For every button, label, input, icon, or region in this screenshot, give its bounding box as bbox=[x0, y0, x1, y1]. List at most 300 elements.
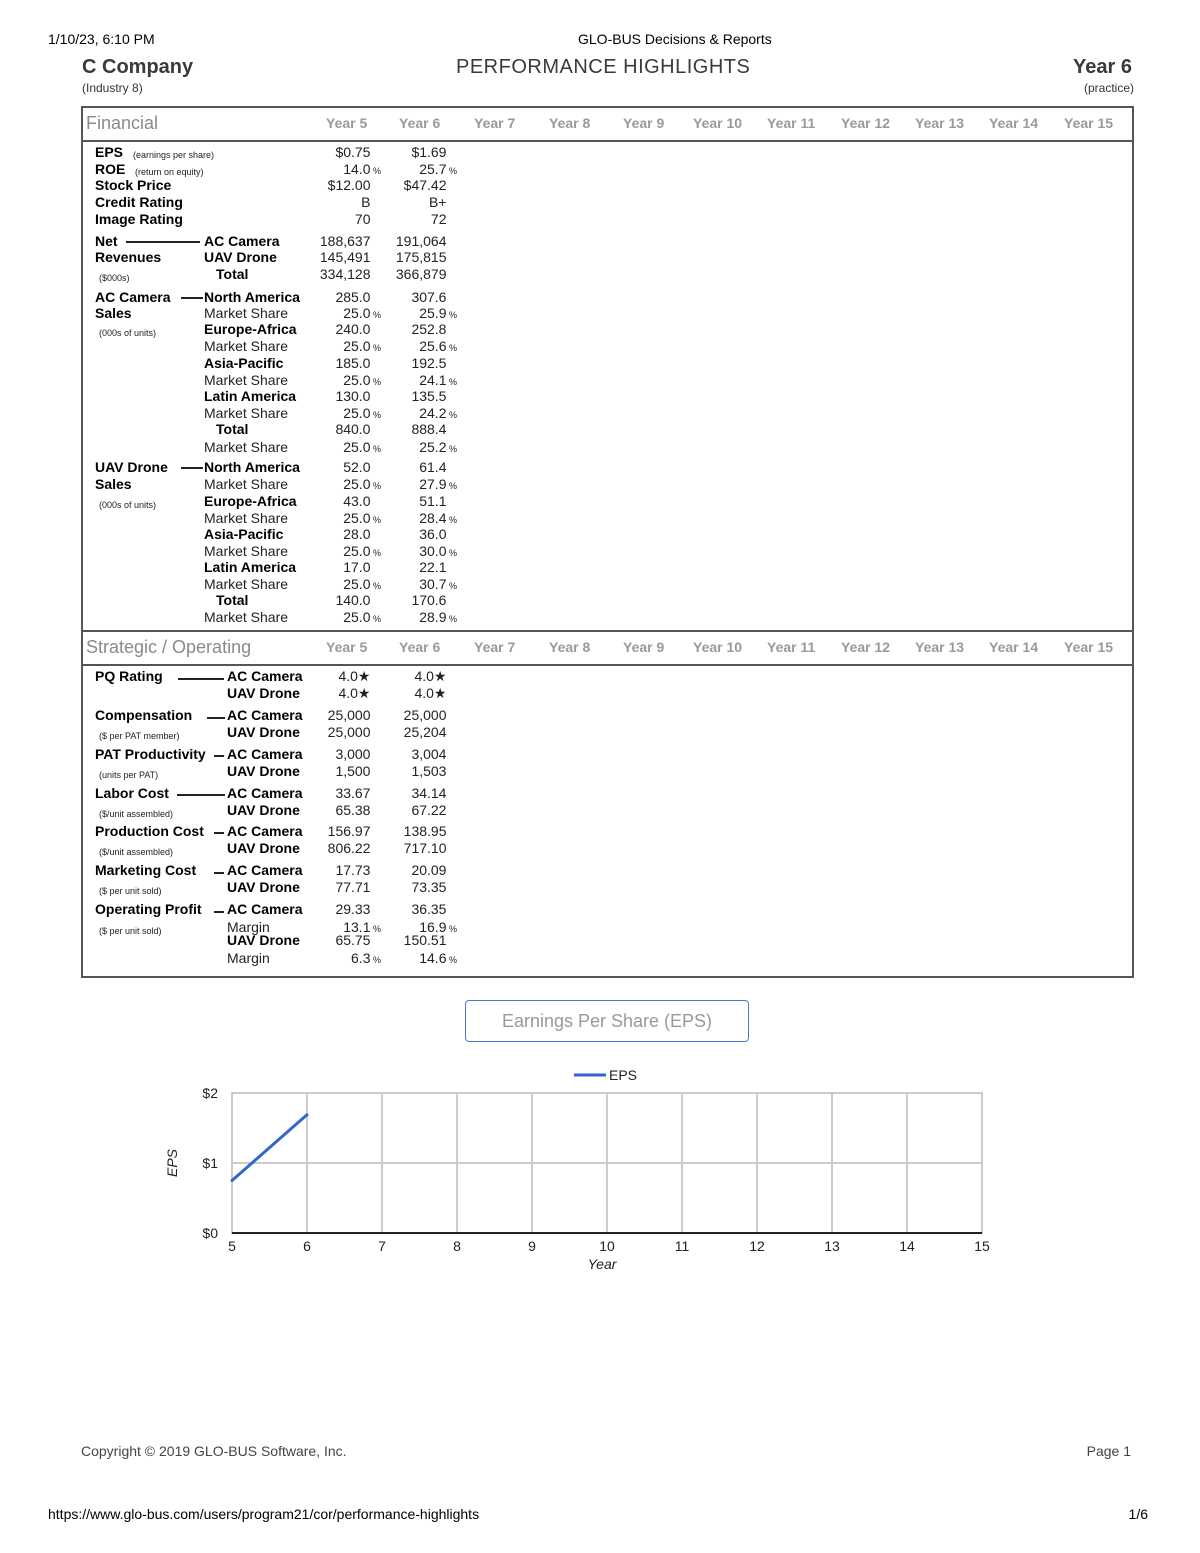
x-tick-label: 15 bbox=[974, 1238, 990, 1254]
year5-value-number: 334,128 bbox=[319, 266, 371, 282]
x-tick-label: 11 bbox=[674, 1238, 690, 1254]
year6-value-number: 16.9 bbox=[419, 919, 447, 935]
row-label: AC Camera bbox=[227, 707, 303, 723]
year5-value bbox=[335, 901, 381, 920]
year6-value-number: 150.51 bbox=[403, 932, 447, 948]
table-row bbox=[83, 543, 1132, 560]
table-row bbox=[83, 459, 1132, 476]
y-tick-label: $2 bbox=[202, 1085, 218, 1101]
year5-value-number: 25.0 bbox=[343, 510, 371, 526]
year5-value-number: 65.75 bbox=[335, 932, 371, 948]
strategic-year-header: Year 7 bbox=[474, 639, 516, 655]
year5-value-unit: % bbox=[370, 481, 381, 491]
year5-value bbox=[335, 763, 381, 782]
year5-value-unit: % bbox=[370, 548, 381, 558]
row-group-note: (earnings per share) bbox=[133, 150, 215, 160]
year5-value-unit: % bbox=[370, 377, 381, 387]
year5-value-number: $12.00 bbox=[327, 177, 371, 193]
row-label: AC Camera bbox=[227, 785, 303, 801]
year5-value-number: 25.0 bbox=[343, 338, 371, 354]
row-group-note: ($ per unit sold) bbox=[99, 886, 162, 896]
row-label: UAV Drone bbox=[227, 879, 300, 895]
year-label: Year 6 bbox=[1073, 56, 1132, 78]
year6-value-number: $47.42 bbox=[403, 177, 447, 193]
year6-value bbox=[411, 763, 457, 782]
table-row bbox=[83, 592, 1132, 609]
year6-value-number: 4.0★ bbox=[414, 685, 447, 701]
table-row bbox=[83, 177, 1132, 194]
connector-line bbox=[178, 678, 224, 680]
table-row bbox=[83, 405, 1132, 422]
year5-value bbox=[355, 211, 381, 230]
year6-value-number: 24.1 bbox=[419, 372, 447, 388]
year5-value-number: 4.0★ bbox=[338, 668, 371, 684]
print-datetime: 1/10/23, 6:10 PM bbox=[48, 31, 155, 47]
x-tick-label: 7 bbox=[378, 1238, 386, 1254]
connector-line bbox=[181, 467, 203, 469]
year6-value bbox=[419, 950, 457, 969]
x-tick-label: 8 bbox=[453, 1238, 461, 1254]
year6-value-number: 72 bbox=[430, 211, 447, 227]
year5-value-number: 17.0 bbox=[343, 559, 371, 575]
financial-header bbox=[83, 108, 1132, 142]
year6-value-unit: % bbox=[446, 481, 457, 491]
row-group-label: Net bbox=[95, 233, 118, 249]
table-row bbox=[83, 526, 1132, 543]
year6-value-number: 67.22 bbox=[411, 802, 447, 818]
table-row bbox=[83, 901, 1132, 918]
year6-value-number: 24.2 bbox=[419, 405, 447, 421]
table-row bbox=[83, 862, 1132, 879]
year6-value-unit: % bbox=[446, 166, 457, 176]
row-group-label: Sales bbox=[95, 305, 132, 321]
table-row bbox=[83, 144, 1132, 161]
print-page-count: 1/6 bbox=[1128, 1506, 1148, 1522]
table-row bbox=[83, 802, 1132, 819]
year5-value-number: $0.75 bbox=[335, 144, 371, 160]
year6-value bbox=[414, 685, 457, 704]
connector-line bbox=[214, 832, 224, 834]
mode-label: (practice) bbox=[1083, 81, 1134, 95]
year6-value-number: 25.9 bbox=[419, 305, 447, 321]
financial-year-header: Year 5 bbox=[326, 115, 368, 131]
connector-line bbox=[207, 717, 225, 719]
year6-value-number: 170.6 bbox=[411, 592, 447, 608]
table-row bbox=[83, 724, 1132, 741]
table-row bbox=[83, 763, 1132, 780]
year6-value-unit: % bbox=[446, 377, 457, 387]
year6-value-number: 28.9 bbox=[419, 609, 447, 625]
row-group-label: Marketing Cost bbox=[95, 862, 197, 878]
row-group-label: Sales bbox=[95, 476, 132, 492]
year6-value bbox=[404, 840, 457, 859]
strategic-year-header: Year 15 bbox=[1064, 639, 1114, 655]
year6-value-unit: % bbox=[446, 614, 457, 624]
year5-value bbox=[351, 950, 381, 969]
row-label: Total bbox=[216, 266, 249, 282]
row-label: North America bbox=[204, 289, 300, 305]
year5-value-number: 28.0 bbox=[343, 526, 371, 542]
row-label: Margin bbox=[227, 919, 270, 935]
table-row bbox=[83, 609, 1132, 626]
year5-value-unit: % bbox=[370, 581, 381, 591]
connector-line bbox=[126, 241, 200, 243]
row-label: Europe-Africa bbox=[204, 321, 297, 337]
row-group-label: PQ Rating bbox=[95, 668, 163, 684]
year5-value bbox=[343, 609, 381, 628]
year6-value-number: 61.4 bbox=[419, 459, 447, 475]
year5-value-number: 840.0 bbox=[335, 421, 371, 437]
table-row bbox=[83, 355, 1132, 372]
strategic-year-header: Year 9 bbox=[623, 639, 665, 655]
financial-title: Financial bbox=[86, 113, 159, 133]
table-row bbox=[83, 950, 1132, 967]
year5-value-number: 25.0 bbox=[343, 372, 371, 388]
y-tick-label: $1 bbox=[202, 1155, 218, 1171]
year6-value-unit: % bbox=[446, 310, 457, 320]
eps-data-point bbox=[231, 1179, 234, 1182]
row-group-note: ($/unit assembled) bbox=[99, 809, 174, 819]
year5-value-number: 25.0 bbox=[343, 543, 371, 559]
eps-chart bbox=[150, 1060, 1010, 1280]
year6-value-number: 25.7 bbox=[419, 161, 447, 177]
year6-value-number: 3,004 bbox=[411, 746, 447, 762]
year5-value-number: 188,637 bbox=[319, 233, 371, 249]
row-label: UAV Drone bbox=[227, 685, 300, 701]
row-label: UAV Drone bbox=[227, 724, 300, 740]
year6-value bbox=[419, 439, 457, 458]
year5-value-number: 25.0 bbox=[343, 405, 371, 421]
year6-value-number: 36.0 bbox=[419, 526, 447, 542]
row-label: Market Share bbox=[204, 405, 289, 421]
year6-value-unit: % bbox=[446, 548, 457, 558]
row-label: Market Share bbox=[204, 543, 289, 559]
strategic-year-header: Year 6 bbox=[399, 639, 441, 655]
row-label: North America bbox=[204, 459, 300, 475]
year6-value-number: 34.14 bbox=[411, 785, 447, 801]
strategic-title: Strategic / Operating bbox=[86, 637, 252, 657]
year5-value-unit: % bbox=[370, 310, 381, 320]
x-axis-title: Year bbox=[587, 1256, 617, 1272]
row-group-note: ($000s) bbox=[99, 273, 130, 283]
year6-value-number: 28.4 bbox=[419, 510, 447, 526]
financial-year-header: Year 14 bbox=[989, 115, 1039, 131]
year5-value-number: 185.0 bbox=[335, 355, 371, 371]
year6-value bbox=[419, 609, 457, 628]
year6-value-number: 192.5 bbox=[411, 355, 447, 371]
year6-value bbox=[404, 932, 457, 951]
year5-value-number: 65.38 bbox=[335, 802, 371, 818]
strategic-year-header: Year 13 bbox=[915, 639, 965, 655]
year5-value-number: B bbox=[361, 194, 371, 210]
financial-year-header: Year 7 bbox=[474, 115, 516, 131]
year5-value-number: 25.0 bbox=[343, 609, 371, 625]
row-label: AC Camera bbox=[227, 823, 303, 839]
year5-value-number: 240.0 bbox=[335, 321, 371, 337]
year6-value-unit: % bbox=[446, 343, 457, 353]
year5-value bbox=[320, 266, 381, 285]
legend-label: EPS bbox=[609, 1067, 638, 1083]
table-row bbox=[83, 249, 1132, 266]
year6-value-number: 30.0 bbox=[419, 543, 447, 559]
year5-value-number: 3,000 bbox=[335, 746, 371, 762]
table-row bbox=[83, 161, 1132, 178]
table-row bbox=[83, 840, 1132, 857]
x-tick-label: 14 bbox=[899, 1238, 915, 1254]
row-label: Margin bbox=[227, 950, 270, 966]
row-group-label: UAV Drone bbox=[95, 459, 168, 475]
year6-value-number: 25.2 bbox=[419, 439, 447, 455]
table-row bbox=[83, 746, 1132, 763]
page-number: Page 1 bbox=[1086, 1443, 1131, 1459]
financial-year-header: Year 9 bbox=[623, 115, 665, 131]
connector-line bbox=[177, 794, 225, 796]
print-site-title: GLO-BUS Decisions & Reports bbox=[578, 31, 772, 47]
year6-value-unit: % bbox=[446, 515, 457, 525]
year6-value-number: 252.8 bbox=[411, 321, 447, 337]
table-row bbox=[83, 493, 1132, 510]
row-label: UAV Drone bbox=[227, 840, 300, 856]
connector-line bbox=[214, 755, 224, 757]
row-label: Market Share bbox=[204, 372, 289, 388]
table-row bbox=[83, 338, 1132, 355]
financial-year-header: Year 8 bbox=[549, 115, 591, 131]
table-row bbox=[83, 879, 1132, 896]
year5-value-number: 70 bbox=[354, 211, 371, 227]
financial-section bbox=[81, 106, 1134, 632]
year5-value-unit: % bbox=[370, 166, 381, 176]
year5-value-number: 806.22 bbox=[327, 840, 371, 856]
row-label: Latin America bbox=[204, 559, 297, 575]
year6-value-number: 307.6 bbox=[411, 289, 447, 305]
year5-value-number: 43.0 bbox=[343, 493, 371, 509]
row-label: Market Share bbox=[204, 609, 289, 625]
year6-value-number: 36.35 bbox=[411, 901, 447, 917]
row-label: AC Camera bbox=[227, 901, 303, 917]
table-row bbox=[83, 576, 1132, 593]
year6-value-number: 25.6 bbox=[419, 338, 447, 354]
table-row bbox=[83, 211, 1132, 228]
x-tick-label: 5 bbox=[228, 1238, 236, 1254]
row-group-label: EPS bbox=[95, 144, 124, 160]
table-row bbox=[83, 289, 1132, 306]
year6-value-number: $1.69 bbox=[411, 144, 447, 160]
row-label: UAV Drone bbox=[227, 802, 300, 818]
row-label: UAV Drone bbox=[204, 249, 277, 265]
row-label: Market Share bbox=[204, 439, 289, 455]
row-label: AC Camera bbox=[227, 746, 303, 762]
year5-value-unit: % bbox=[370, 410, 381, 420]
row-group-label: Credit Rating bbox=[95, 194, 183, 210]
year5-value-number: 25,000 bbox=[327, 724, 371, 740]
row-group-note: (000s of units) bbox=[99, 328, 157, 338]
year6-value-number: 175,815 bbox=[395, 249, 447, 265]
year5-value-number: 33.67 bbox=[335, 785, 371, 801]
row-label: Asia-Pacific bbox=[204, 526, 284, 542]
year5-value bbox=[343, 439, 381, 458]
report-title: PERFORMANCE HIGHLIGHTS bbox=[456, 56, 751, 78]
year6-value bbox=[411, 421, 457, 440]
financial-year-header: Year 12 bbox=[841, 115, 891, 131]
year5-value-unit: % bbox=[370, 444, 381, 454]
x-tick-label: 13 bbox=[824, 1238, 840, 1254]
year5-value-number: 25.0 bbox=[343, 439, 371, 455]
year5-value-number: 13.1 bbox=[343, 919, 371, 935]
chart-title: Earnings Per Share (EPS) bbox=[465, 1000, 749, 1042]
year5-value-number: 17.73 bbox=[335, 862, 371, 878]
year5-value-unit: % bbox=[370, 515, 381, 525]
y-axis-title: EPS bbox=[164, 1148, 180, 1178]
row-group-label: Stock Price bbox=[95, 177, 172, 193]
industry-label: (Industry 8) bbox=[82, 81, 143, 95]
year5-value-number: 156.97 bbox=[327, 823, 371, 839]
year5-value-number: 29.33 bbox=[335, 901, 371, 917]
row-label: UAV Drone bbox=[227, 763, 300, 779]
year5-value bbox=[335, 932, 381, 951]
row-group-label: Image Rating bbox=[95, 211, 183, 227]
connector-line bbox=[181, 297, 203, 299]
year6-value bbox=[431, 211, 457, 230]
year6-value-number: 191,064 bbox=[395, 233, 447, 249]
table-row bbox=[83, 823, 1132, 840]
x-tick-label: 12 bbox=[749, 1238, 765, 1254]
row-group-note: (return on equity) bbox=[135, 167, 204, 177]
year5-value-number: 77.71 bbox=[335, 879, 371, 895]
year5-value-number: 285.0 bbox=[335, 289, 371, 305]
year6-value-number: 30.7 bbox=[419, 576, 447, 592]
year6-value-number: 25,204 bbox=[403, 724, 447, 740]
year6-value-number: 73.35 bbox=[411, 879, 447, 895]
row-group-label: Production Cost bbox=[95, 823, 204, 839]
strategic-year-header: Year 12 bbox=[841, 639, 891, 655]
year6-value-unit: % bbox=[446, 955, 457, 965]
year5-value-number: 4.0★ bbox=[338, 685, 371, 701]
financial-year-header: Year 15 bbox=[1064, 115, 1114, 131]
year6-value-number: 888.4 bbox=[411, 421, 447, 437]
year5-value-number: 52.0 bbox=[343, 459, 371, 475]
row-label: Europe-Africa bbox=[204, 493, 297, 509]
year5-value-unit: % bbox=[370, 343, 381, 353]
year6-value-number: 138.95 bbox=[403, 823, 447, 839]
year6-value-number: 4.0★ bbox=[414, 668, 447, 684]
row-group-label: ROE bbox=[95, 161, 126, 177]
table-row bbox=[83, 707, 1132, 724]
table-row bbox=[83, 388, 1132, 405]
year5-value-number: 25.0 bbox=[343, 576, 371, 592]
row-label: Asia-Pacific bbox=[204, 355, 284, 371]
year6-value-number: 22.1 bbox=[419, 559, 447, 575]
row-label: Market Share bbox=[204, 476, 289, 492]
row-label: Latin America bbox=[204, 388, 297, 404]
year5-value bbox=[328, 840, 381, 859]
year6-value-number: B+ bbox=[428, 194, 447, 210]
row-label: Total bbox=[216, 421, 249, 437]
table-row bbox=[83, 266, 1132, 283]
year6-value-unit: % bbox=[446, 444, 457, 454]
year5-value-number: 25,000 bbox=[327, 707, 371, 723]
row-group-label: PAT Productivity bbox=[95, 746, 206, 762]
year6-value-number: 25,000 bbox=[403, 707, 447, 723]
year5-value bbox=[335, 802, 381, 821]
table-row bbox=[83, 668, 1132, 685]
year6-value-number: 717.10 bbox=[403, 840, 447, 856]
year6-value-unit: % bbox=[446, 410, 457, 420]
year6-value-number: 20.09 bbox=[411, 862, 447, 878]
strategic-year-header: Year 10 bbox=[693, 639, 743, 655]
year5-value-number: 1,500 bbox=[335, 763, 371, 779]
year5-value-number: 25.0 bbox=[343, 305, 371, 321]
year6-value-number: 14.6 bbox=[419, 950, 447, 966]
row-label: Market Share bbox=[204, 305, 289, 321]
year6-value-number: 366,879 bbox=[395, 266, 447, 282]
copyright-text: Copyright © 2019 GLO-BUS Software, Inc. bbox=[81, 1443, 347, 1459]
year6-value-number: 27.9 bbox=[419, 476, 447, 492]
strategic-year-header: Year 11 bbox=[767, 639, 816, 655]
strategic-year-header: Year 14 bbox=[989, 639, 1039, 655]
row-group-note: ($ per PAT member) bbox=[99, 731, 180, 741]
x-tick-label: 6 bbox=[303, 1238, 311, 1254]
row-group-label: AC Camera bbox=[95, 289, 171, 305]
row-label: AC Camera bbox=[204, 233, 280, 249]
table-row bbox=[83, 305, 1132, 322]
year5-value-number: 6.3 bbox=[351, 950, 371, 966]
row-label: Market Share bbox=[204, 510, 289, 526]
table-row bbox=[83, 685, 1132, 702]
row-group-label: Compensation bbox=[95, 707, 193, 723]
year6-value-number: 51.1 bbox=[419, 493, 447, 509]
table-row bbox=[83, 421, 1132, 438]
financial-year-header: Year 10 bbox=[693, 115, 743, 131]
year5-value-number: 25.0 bbox=[343, 476, 371, 492]
table-row bbox=[83, 233, 1132, 250]
connector-line bbox=[214, 911, 224, 913]
row-label: Total bbox=[216, 592, 249, 608]
year6-value-number: 1,503 bbox=[411, 763, 447, 779]
table-row bbox=[83, 439, 1132, 456]
strategic-header bbox=[83, 632, 1132, 666]
connector-line bbox=[214, 872, 224, 874]
table-row bbox=[83, 785, 1132, 802]
year5-value-number: 14.0 bbox=[343, 161, 371, 177]
year6-value bbox=[404, 724, 457, 743]
print-url: https://www.glo-bus.com/users/program21/cor/performance-highlights bbox=[48, 1506, 480, 1522]
year5-value-number: 145,491 bbox=[319, 249, 371, 265]
year5-value-unit: % bbox=[370, 924, 381, 934]
strategic-year-header: Year 8 bbox=[549, 639, 591, 655]
row-group-note: (000s of units) bbox=[99, 500, 157, 510]
x-tick-label: 9 bbox=[528, 1238, 536, 1254]
row-group-note: (units per PAT) bbox=[99, 770, 159, 780]
row-group-label: Labor Cost bbox=[95, 785, 169, 801]
year5-value bbox=[335, 421, 381, 440]
row-group-label: Revenues bbox=[95, 249, 162, 265]
year6-value bbox=[396, 266, 457, 285]
financial-year-header: Year 6 bbox=[399, 115, 441, 131]
row-label: Market Share bbox=[204, 576, 289, 592]
table-row bbox=[83, 510, 1132, 527]
table-row bbox=[83, 194, 1132, 211]
year6-value bbox=[411, 879, 457, 898]
x-tick-label: 10 bbox=[599, 1238, 615, 1254]
year6-value bbox=[411, 901, 457, 920]
year6-value-number: 135.5 bbox=[411, 388, 447, 404]
row-group-note: ($ per unit sold) bbox=[99, 926, 162, 936]
year6-value-unit: % bbox=[446, 581, 457, 591]
company-name: C Company bbox=[82, 56, 194, 78]
year5-value-unit: % bbox=[370, 955, 381, 965]
table-row bbox=[83, 476, 1132, 493]
year6-value bbox=[411, 802, 457, 821]
